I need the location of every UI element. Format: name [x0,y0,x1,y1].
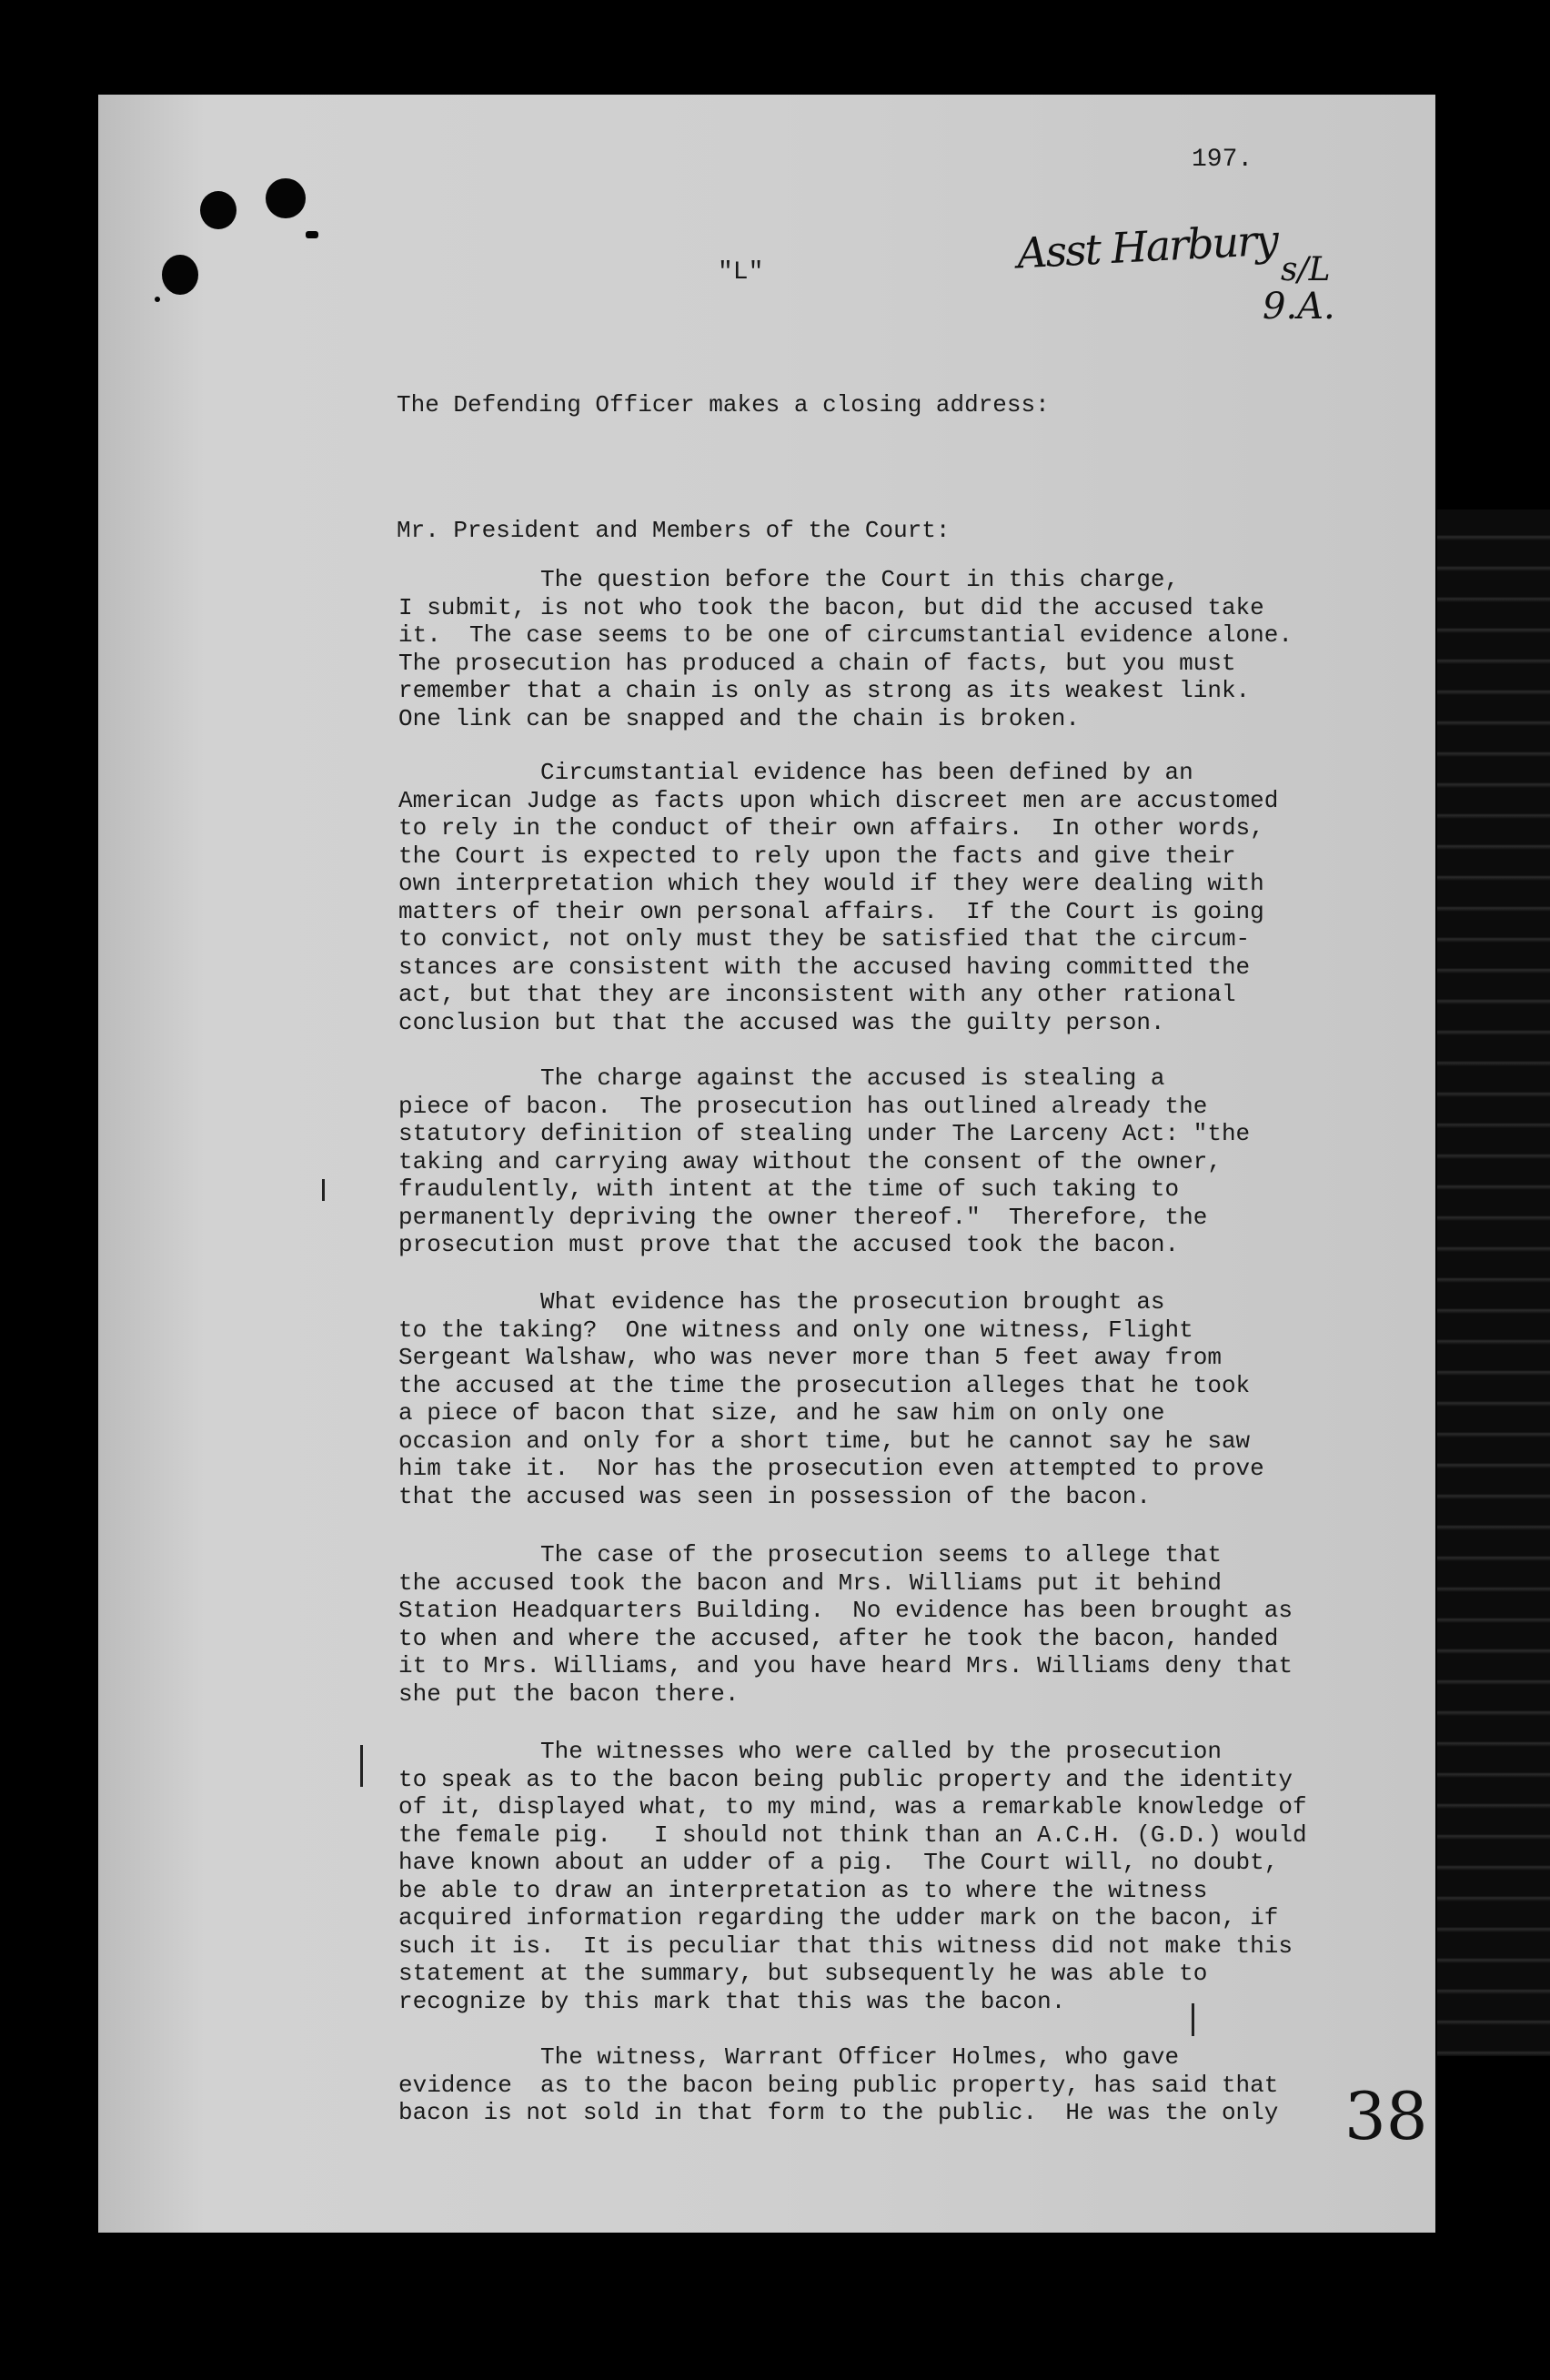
punch-hole [200,191,237,229]
paragraph [398,566,1408,732]
ink-speck [306,231,318,238]
text-line: to the taking? One witness and only one witness, Flight [398,1316,1193,1344]
text-line: conclusion but that the accused was the guilty person. [398,1008,1165,1036]
text-line: piece of bacon. The prosecution has outlined already the [398,1092,1208,1120]
text-line: Sergeant Walshaw, who was never more than 5 feet away from [398,1344,1222,1371]
text-line: the accused at the time the prosecution alleges that he took [398,1371,1251,1399]
text-line: own interpretation which they would if they were dealing with [398,870,1264,897]
exhibit-mark: "L" [718,258,764,287]
text-line: be able to draw an interpretation as to where the witness [398,1876,1208,1904]
film-edge-strip [1437,509,1550,2056]
text-line: remember that a chain is only as strong as its weakest link. [398,677,1251,704]
text-line: him take it. Nor has the prosecution even attempted to prove [398,1455,1264,1482]
punch-hole [162,255,198,295]
text-line: fraudulently, with intent at the time of such taking to [398,1175,1180,1203]
text-line: such it is. It is peculiar that this witness did not make this [398,1931,1293,1960]
text-line: acquired information regarding the udder mark on the bacon, if [398,1904,1279,1931]
text-line: the Court is expected to rely upon the facts and give their [398,842,1236,870]
ink-speck [155,297,160,302]
text-line: What evidence has the prosecution brought as [398,1288,1165,1316]
text-line: of it, displayed what, to my mind, was a remarkable knowledge of [398,1793,1307,1820]
text-line: to convict, not only must they be satisfied that the circum- [398,925,1251,953]
text-line: statutory definition of stealing under The Larceny Act: "the [398,1120,1251,1147]
salutation: Mr. President and Members of the Court: [397,517,951,544]
handwritten-note: 9.A. [1263,286,1335,328]
text-line: it to Mrs. Williams, and you have heard Mrs. Williams deny that [398,1652,1293,1679]
text-line: Circumstantial evidence has been defined by an [398,759,1193,786]
text-line: The witnesses who were called by the prosecution [398,1738,1222,1765]
paragraph [398,1064,1408,1259]
text-line: evidence as to the bacon being public property, has said that [398,2071,1279,2099]
text-line: The question before the Court in this charge, [398,566,1180,593]
margin-mark [1192,2003,1194,2036]
paragraph [398,2043,1408,2127]
text-line: stances are consistent with the accused having committed the [398,953,1251,981]
text-line: The prosecution has produced a chain of facts, but you must [398,649,1236,677]
text-line: to rely in the conduct of their own affairs. In other words, [398,814,1264,842]
page-number: 197. [1192,146,1253,174]
margin-mark [322,1179,325,1201]
text-line: occasion and only for a short time, but he cannot say he saw [398,1427,1251,1455]
text-line: The charge against the accused is stealing a [398,1064,1165,1092]
text-line: The case of the prosecution seems to allege that [398,1541,1222,1568]
folio-number: 38 [1344,2078,1428,2154]
text-line: it. The case seems to be one of circumstantial evidence alone. [398,621,1293,649]
text-line: The witness, Warrant Officer Holmes, who gave [398,2043,1180,2071]
text-line: that the accused was seen in possession of the bacon. [398,1482,1151,1510]
text-line: to when and where the accused, after he took the bacon, handed [398,1624,1279,1652]
paragraph [398,759,1408,1036]
text-line: she put the bacon there. [398,1679,740,1708]
paragraph [398,1288,1408,1510]
intro-line: The Defending Officer makes a closing address: [397,391,1050,419]
text-line: taking and carrying away without the consent of the owner, [398,1147,1222,1175]
paragraph [398,1541,1408,1708]
text-line: the female pig. I should not think than an A.C.H. (G.D.) would [398,1820,1307,1849]
text-line: statement at the summary, but subsequently he was able to [398,1960,1208,1987]
text-line: have known about an udder of a pig. The Court will, no doubt, [398,1849,1279,1876]
text-line: matters of their own personal affairs. If the Court is going [398,897,1264,925]
text-line: the accused took the bacon and Mrs. Williams put it behind [398,1568,1222,1597]
text-line: One link can be snapped and the chain is broken. [398,704,1080,732]
text-line: Station Headquarters Building. No evidence has been brought as [398,1597,1293,1624]
punch-hole [266,178,306,218]
text-line: permanently depriving the owner thereof." Therefore, the [398,1203,1208,1231]
text-line: act, but that they are inconsistent with any other rational [398,981,1236,1008]
text-line: recognize by this mark that this was the bacon. [398,1987,1066,2015]
paragraph [398,1738,1408,2015]
handwritten-note: s/L [1281,251,1331,288]
text-line: prosecution must prove that the accused took the bacon. [398,1231,1180,1258]
document-page [98,95,1435,2233]
text-line: American Judge as facts upon which discreet men are accustomed [398,786,1279,814]
margin-mark [360,1745,363,1787]
text-line: bacon is not sold in that form to the public. He was the only [398,2099,1279,2126]
text-line: I submit, is not who took the bacon, but did the accused take [398,593,1264,621]
handwritten-signature: Asst Harbury [1015,215,1279,278]
text-line: to speak as to the bacon being public property and the identity [398,1765,1293,1793]
text-line: a piece of bacon that size, and he saw him on only one [398,1399,1165,1427]
